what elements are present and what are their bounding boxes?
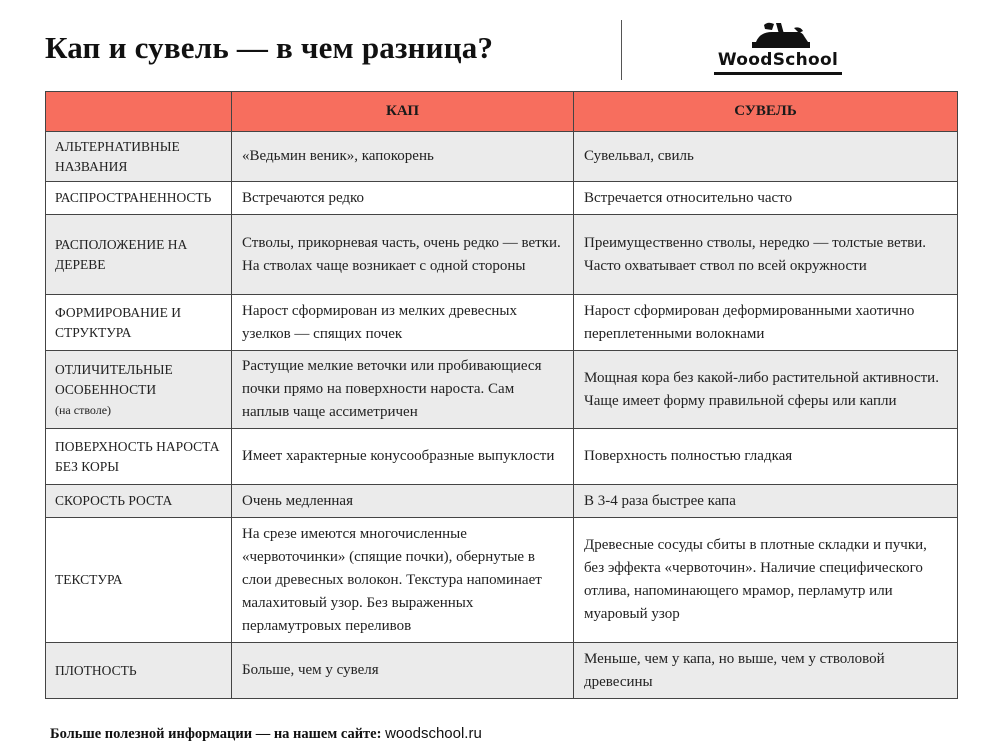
table-header-row [46, 92, 958, 132]
row-label-sub: (на стволе) [55, 402, 112, 417]
kap-cell: Очень медленная [232, 485, 574, 518]
suvel-cell: Мощная кора без какой-либо растительной активности. Чаще имеет форму правильной сферы или капли [574, 351, 958, 429]
table-row [46, 351, 958, 429]
row-label: СКОРОСТЬ РОСТА [46, 485, 232, 518]
row-label: РАСПРОСТРАНЕННОСТЬ [46, 182, 232, 215]
table-row [46, 215, 958, 295]
brand-logo [712, 20, 844, 76]
wood-plane-icon [750, 20, 812, 50]
kap-cell: Больше, чем у сувеля [232, 643, 574, 699]
brand-name: WoodSchool [717, 50, 839, 70]
row-label: ОТЛИЧИТЕЛЬНЫЕ ОСОБЕННОСТИ (на стволе) [46, 351, 232, 429]
row-label: РАСПОЛОЖЕНИЕ НА ДЕРЕВЕ [46, 215, 232, 295]
table-row [46, 429, 958, 485]
header-kap: КАП [232, 92, 574, 132]
header-suvel: СУВЕЛЬ [574, 92, 958, 132]
brand-underline [714, 72, 842, 75]
suvel-cell: Преимущественно стволы, нередко — толстые ветви. Часто охватывает ствол по всей окружности [574, 215, 958, 295]
footer-text: Больше полезной информации — на нашем сайте: [50, 726, 382, 742]
kap-cell: На срезе имеются многочисленные «червоточинки» (спящие почки), обернутые в слои древесных волокон. Текстура напоминает малахитовый узор. Без выраженных перламутровых переливов [232, 518, 574, 643]
kap-cell: Встречаются редко [232, 182, 574, 215]
suvel-cell: Встречается относительно часто [574, 182, 958, 215]
suvel-cell: Нарост сформирован деформированными хаотично переплетенными волокнами [574, 295, 958, 351]
kap-cell: «Ведьмин веник», капокорень [232, 132, 574, 182]
suvel-cell: Древесные сосуды сбиты в плотные складки и пучки, без эффекта «червоточин». Наличие специфического отлива, напоминающего мрамор, перламутр или муаровый узор [574, 518, 958, 643]
header-empty-cell [46, 92, 232, 132]
suvel-cell: В 3-4 раза быстрее капа [574, 485, 958, 518]
table-row [46, 295, 958, 351]
table-row [46, 518, 958, 643]
kap-cell: Имеет характерные конусообразные выпуклости [232, 429, 574, 485]
header-divider [621, 20, 622, 80]
kap-cell: Нарост сформирован из мелких древесных узелков — спящих почек [232, 295, 574, 351]
suvel-cell: Меньше, чем у капа, но выше, чем у стволовой древесины [574, 643, 958, 699]
table-row [46, 132, 958, 182]
table-row [46, 485, 958, 518]
table-row [46, 182, 958, 215]
kap-cell: Стволы, прикорневая часть, очень редко — ветки. На стволах чаще возникает с одной стороны [232, 215, 574, 295]
row-label: ФОРМИРОВАНИЕ И СТРУКТУРА [46, 295, 232, 351]
footer-site-link[interactable]: woodschool.ru [385, 725, 482, 742]
suvel-cell: Сувельвал, свиль [574, 132, 958, 182]
row-label: ПЛОТНОСТЬ [46, 643, 232, 699]
row-label: АЛЬТЕРНАТИВНЫЕ НАЗВАНИЯ [46, 132, 232, 182]
row-label: ПОВЕРХНОСТЬ НАРОСТА БЕЗ КОРЫ [46, 429, 232, 485]
footer-note [50, 725, 482, 743]
suvel-cell: Поверхность полностью гладкая [574, 429, 958, 485]
page-title: Кап и сувель — в чем разница? [45, 30, 494, 65]
row-label: ТЕКСТУРА [46, 518, 232, 643]
kap-cell: Растущие мелкие веточки или пробивающиеся почки прямо на поверхности нароста. Сам наплыв чаще ассиметричен [232, 351, 574, 429]
table-row [46, 643, 958, 699]
comparison-table [45, 91, 958, 699]
